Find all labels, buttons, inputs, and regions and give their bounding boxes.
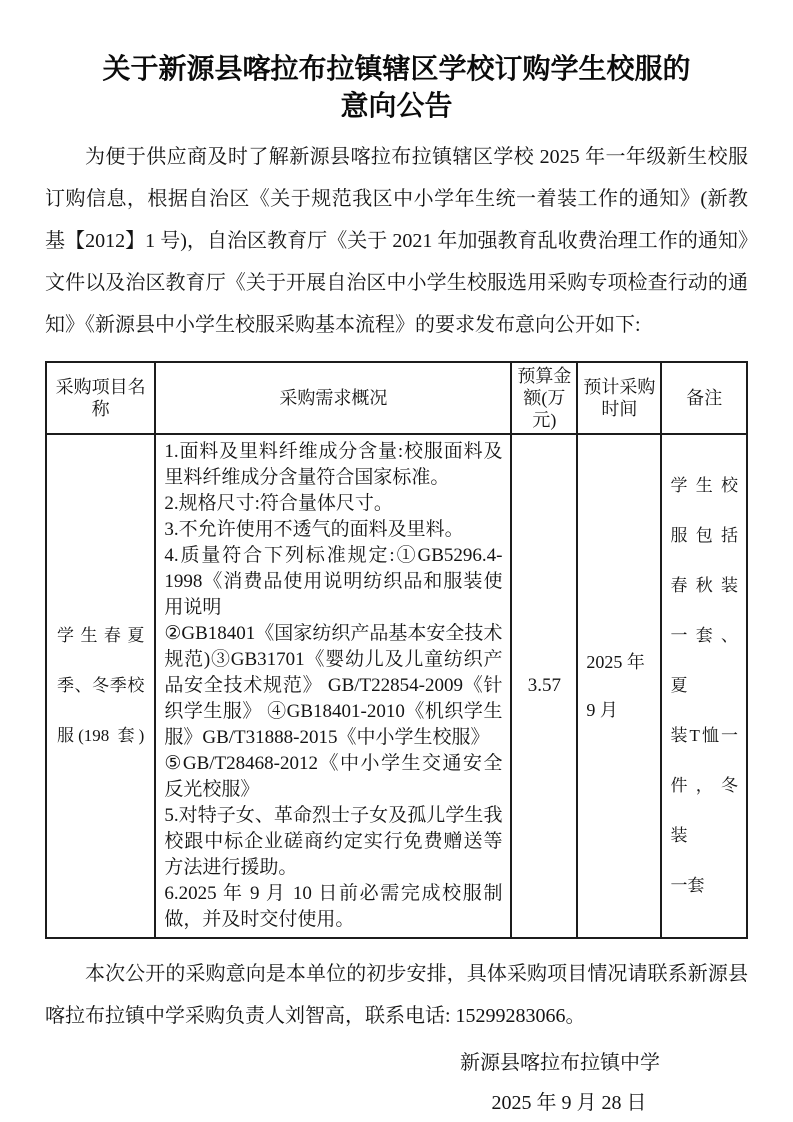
closing-paragraph: 本次公开的采购意向是本单位的初步安排，具体采购项目情况请联系新源县喀拉布拉镇中学采购负责人刘智高，联系电话: 15299283066。	[45, 963, 748, 1027]
requirement-item: 3.不允许使用不透气的面料及里料。	[164, 519, 464, 540]
cell-requirements	[155, 434, 511, 938]
requirement-item: ②GB18401《国家纺织产品基本安全技术规范)③GB31701《婴幼儿及儿童纺织产品安全技术规范》 GB/T22854-2009《针织学生服》 ④GB18401-2010《机织学生服》GB/T31888-2015《中小学生校服》	[164, 623, 503, 748]
requirement-item: 2.规格尺寸:符合量体尺寸。	[164, 493, 393, 514]
cell-budget: 3.57	[511, 434, 577, 938]
notes-line: 一套	[670, 876, 705, 895]
title-line-1: 关于新源县喀拉布拉镇辖区学校订购学生校服的	[102, 53, 691, 84]
signature-date: 2025 年 9 月 28 日	[491, 1092, 647, 1114]
requirement-item: 6.2025 年 9 月 10 日前必需完成校服制做，并及时交付使用。	[164, 883, 503, 930]
time-line: 9 月	[586, 700, 618, 720]
requirement-item: 5.对特子女、革命烈士子女及孤儿学生我校跟中标企业磋商约定实行免费赠送等方法进行援助。	[164, 805, 503, 878]
document-title	[45, 50, 748, 124]
title-line-2: 意向公告	[340, 90, 453, 121]
time-line: 2025 年	[586, 652, 645, 672]
intro-paragraph: 为便于供应商及时了解新源县喀拉布拉镇辖区学校 2025 年一年级新生校服订购信息，根据自治区《关于规范我区中小学年生统一着装工作的通知》(新教基【2012】1 号)，自治区教育厅《关于 2021 年加强教育乱收费治理工作的通知》文件以及治区教育厅《关于开展自治区中小学生校服选用采购专项检查行动的通知》《新源县中小学生校服采购基本流程》的要求发布意向公开如下:	[45, 146, 748, 336]
table-row	[46, 434, 747, 938]
cell-time	[577, 434, 661, 938]
project-name-line: 季、冬季校	[57, 676, 145, 695]
requirement-item: ⑤GB/T28468-2012《中小学生交通安全反光校服》	[164, 753, 503, 800]
requirement-item: 1.面料及里料纤维成分含量:校服面料及里料纤维成分含量符合国家标准。	[164, 441, 503, 488]
procurement-table	[45, 361, 748, 939]
header-notes: 备注	[661, 362, 747, 434]
signature-org: 新源县喀拉布拉镇中学	[460, 1052, 660, 1074]
table-header-row	[46, 362, 747, 434]
notes-line: 服包括	[670, 526, 738, 545]
project-name-line: 学生春夏	[57, 626, 145, 645]
cell-project-name	[46, 434, 155, 938]
notes-line: 一套、夏	[670, 626, 738, 695]
notes-line: 装T恤一	[670, 726, 738, 745]
requirement-item: 4.质量符合下列标准规定:①GB5296.4-1998《消费品使用说明纺织品和服装使用说明	[164, 545, 503, 618]
notes-line: 春秋装	[670, 576, 738, 595]
notes-line: 学生校	[670, 476, 738, 495]
header-requirements: 采购需求概况	[155, 362, 511, 434]
cell-notes	[661, 434, 747, 938]
header-budget: 预算金额(万元)	[511, 362, 577, 434]
signature-block	[460, 1043, 660, 1122]
notes-line: 件，冬装	[670, 776, 738, 845]
header-project-name: 采购项目名称	[46, 362, 155, 434]
header-time: 预计采购时间	[577, 362, 661, 434]
project-name-line: 服(198 套)	[57, 726, 145, 745]
